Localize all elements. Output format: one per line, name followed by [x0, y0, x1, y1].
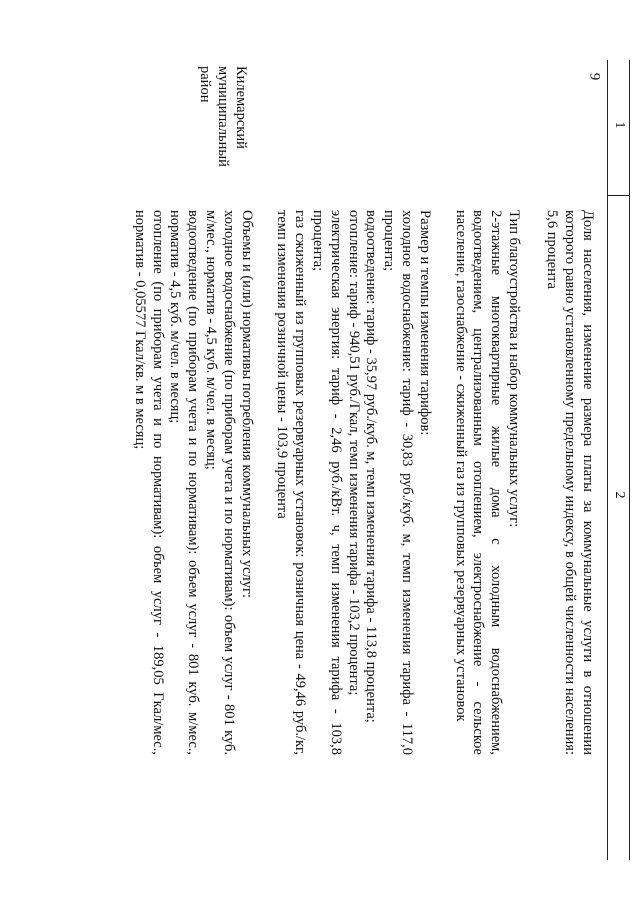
column-divider	[608, 195, 630, 196]
tariff-item: холодное водоснабжение: тариф - 30,83 руб./куб. м, темп изменения тарифа - 117,0 процента;	[381, 210, 416, 755]
tariff-item: газ сжиженный из групповых резервуарных установок: розничная цена - 49,46 руб./кг, темп изменения розничной цены - 103,9 процента	[274, 210, 309, 755]
district-name: Килемарский муниципальный район	[197, 66, 249, 167]
volume-item: водоотведение (по приборам учета и по нормативам): объем услуг - 801 куб. м/мес., норматив - 4,5 куб. м/чел. в месяц;	[167, 210, 202, 755]
volume-item: холодное водоснабжение (по приборам учета и по нормативам): объем услуг - 801 куб. м/мес., норматив - 4,5 куб. м/чел. в месяц;	[203, 210, 237, 755]
tariff-item: электрическая энергия: тариф - 2,46 руб./кВт. ч, темп изменения тарифа - 103,8 процента;	[310, 210, 344, 755]
table-top-rule	[629, 60, 630, 860]
table-sheet	[110, 60, 630, 860]
column-header-1: 1	[612, 121, 627, 129]
amenities-text: 2-этажные многоквартирные жилые дома с холодным водоснабжением, водоотведением, централизованным отоплением, электроснабжение - сельское население, газоснабжение - сжиженный газ из групповых резервуарных установок	[452, 210, 505, 755]
tariff-item: водоотведение: тариф - 35,97 руб./куб. м, темп изменения тарифа - 113,8 процента;	[363, 210, 380, 723]
volume-item: отопление (по приборам учета и по нормативам): объем услуг - 189,05 Гкал/мес., норматив - 0,05577 Гкал/кв. м в месяц;	[131, 210, 166, 755]
volumes-title: Объемы и (или) нормативы потребления коммунальных услуг:	[238, 210, 255, 598]
main-content	[130, 210, 522, 755]
share-text: Доля населения, изменение размера платы за коммунальные услуги в отношении которого равно установленному предельному индексу, в общей численности населения: 5,6 процента	[544, 210, 596, 755]
tariffs-title: Размер и темпы изменения тарифов:	[416, 210, 433, 436]
share-paragraph	[543, 210, 596, 755]
tariff-item: отопление: тариф - 940,51 руб./Гкал, темп изменения тарифа - 103,2 процента;	[345, 210, 362, 696]
page-number: 9	[586, 72, 603, 81]
header-bottom-rule	[607, 60, 608, 860]
amenities-title: Тип благоустройства и набор коммунальных услуг:	[506, 210, 522, 528]
column-header-2: 2	[612, 491, 627, 499]
